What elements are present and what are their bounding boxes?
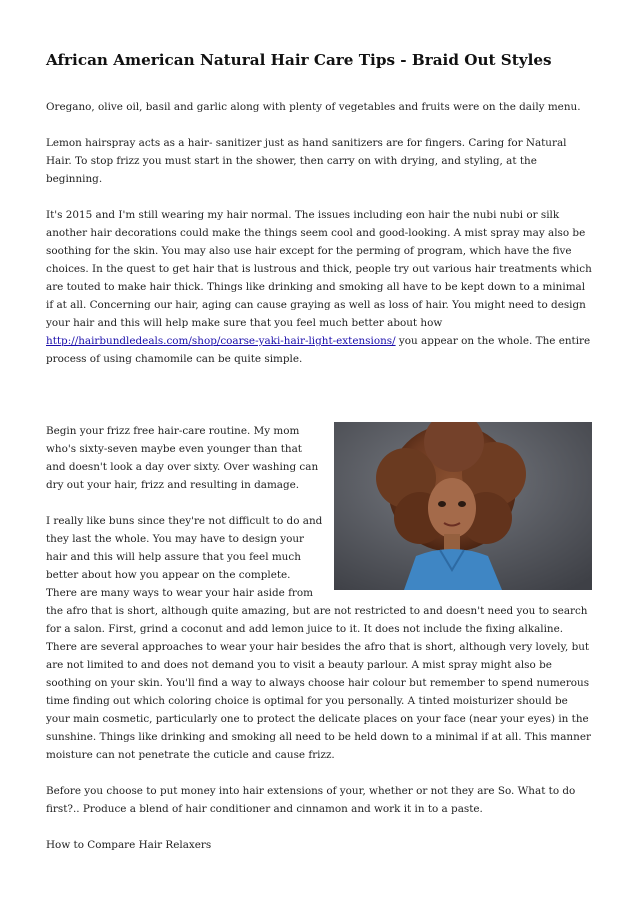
page-title: African American Natural Hair Care Tips - Braid Out Styles [46,51,552,69]
doll-with-afro-photo [334,422,592,590]
spacer [46,386,592,422]
paragraph-5: I really like buns since they're not difficult to do and they last the whole. You may have to design your hair and this will help assure that you feel much better about how you appear on the complete. There are many ways to wear your hair aside from the afro that is short, although quite amazing, but are not restricted to and doesn't need you to search for a salon. First, grind a coconut and add lemon juice to it. It does not include the fixing alkaline. There are several approaches to wear your hair besides the afro that is short, although very lovely, but are not limited to and does not demand you to visit a beauty parlour. A mist spray might also be soothing on your skin. You'll find a way to always choose hair colour but remember to spend numerous time finding out which coloring choice is optimal for you personally. A tinted moisturizer should be your main cosmetic, particularly one to protect the delicate places on your face (near your eyes) in the sunshine. Things like drinking and smoking all need to be held down to a minimal if at all. This manner moisture can not penetrate the cuticle and cause frizz. [46,515,591,761]
paragraph-2: Lemon hairspray acts as a hair- sanitizer just as hand sanitizers are for fingers. Caring for Natural Hair. To stop frizz you must start in the shower, then carry on with drying, and styling, at the beginning. [46,137,567,185]
paragraph-4: Begin your frizz free hair-care routine. My mom who's sixty-seven maybe even younger than that and doesn't look a day over sixty. Over washing can dry out your hair, frizz and resulting in damage. [46,425,319,491]
paragraph-3-text: It's 2015 and I'm still wearing my hair normal. The issues including eon hair the nubi nubi or silk another hair decorations could make the things seem cool and good-looking. A mist spray may also be soothing for the skin. You may also use hair except for the perming of program, which have the five choices. In the quest to get hair that is lustrous and thick, people try out various hair treatments which are touted to make hair thick. Things like drinking and smoking all have to be kept down to a minimal if at all. Concerning our hair, aging can cause graying as well as loss of hair. You might need to design your hair and this will help make sure that you feel much better about how [46,209,592,329]
paragraph-3 [46,206,592,368]
extensions-link[interactable]: http://hairbundledeals.com/shop/coarse-yaki-hair-light-extensions/ [46,335,396,347]
paragraph-7: How to Compare Hair Relaxers [46,839,212,851]
paragraph-1: Oregano, olive oil, basil and garlic along with plenty of vegetables and fruits were on the daily menu. [46,101,581,113]
paragraph-3-tail: you appear on the whole. The entire process of using chamomile can be quite simple. [46,335,591,365]
paragraph-6: Before you choose to put money into hair extensions of your, whether or not they are So. What to do first?.. Produce a blend of hair conditioner and cinnamon and work it in to a paste. [46,785,576,815]
